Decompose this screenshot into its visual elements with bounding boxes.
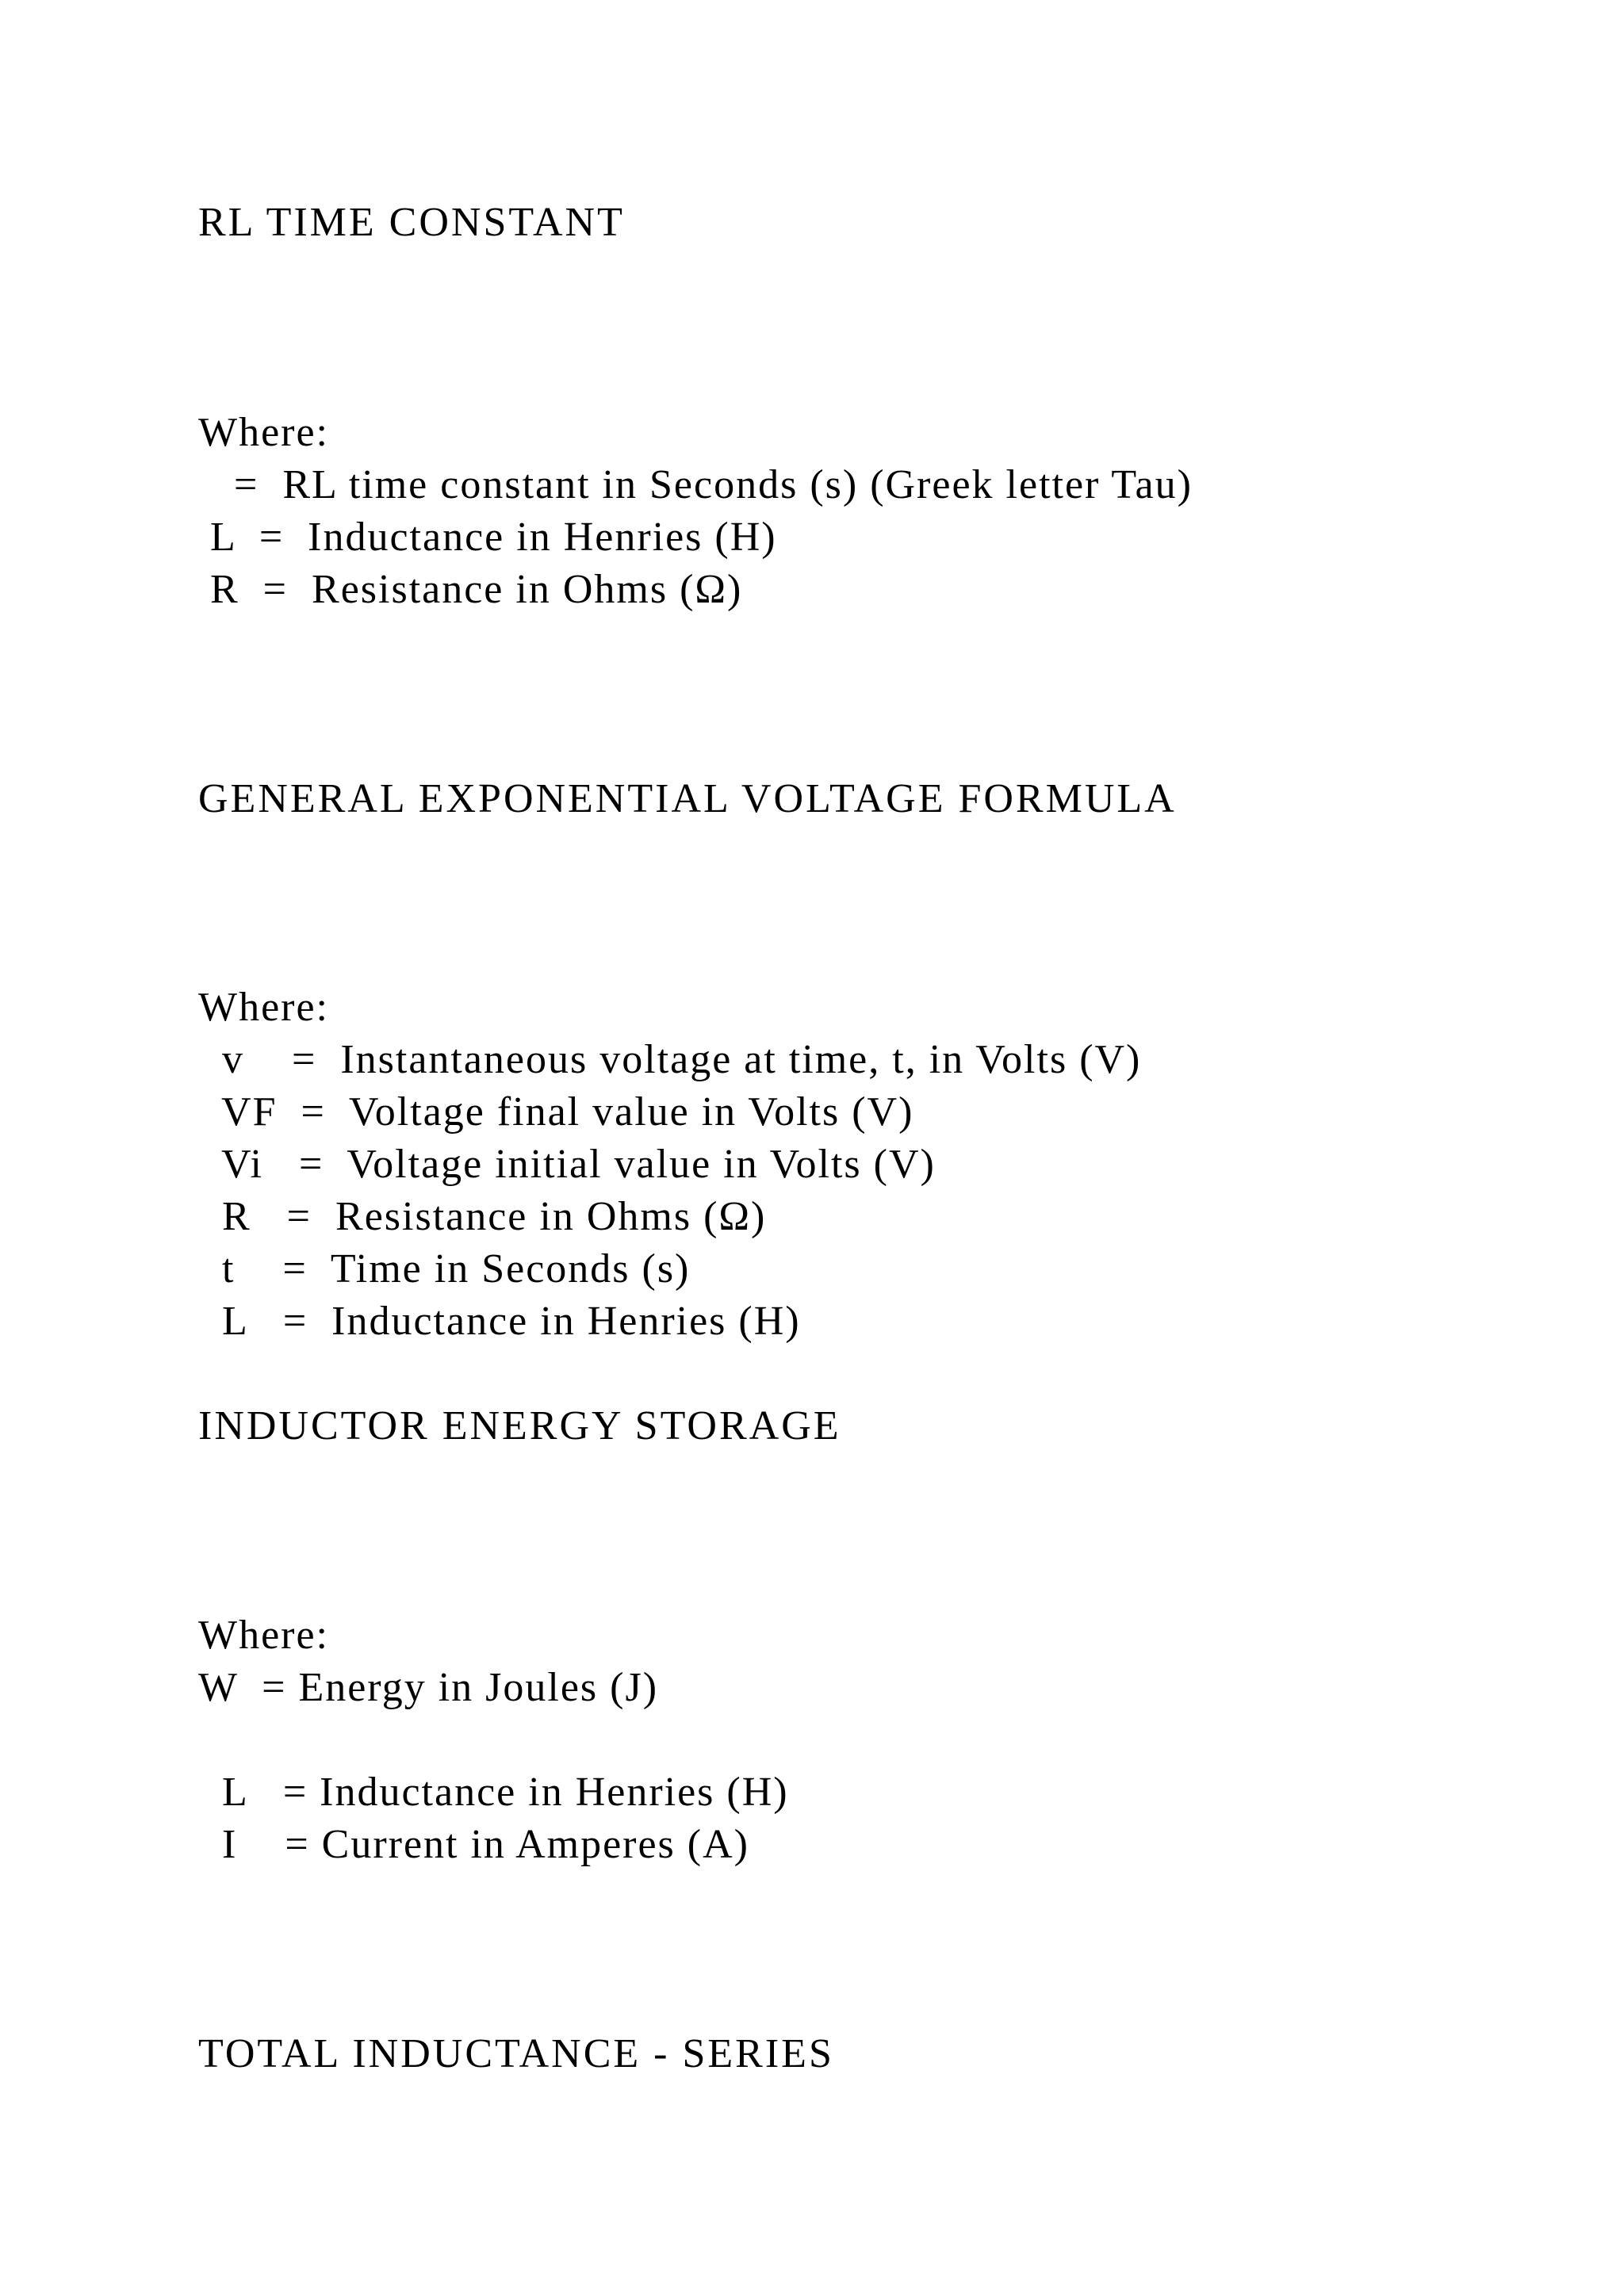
definition-l: L = Inductance in Henries (H) <box>198 1770 789 1815</box>
where-label: Where: <box>198 985 330 1030</box>
definition-t: t = Time in Seconds (s) <box>198 1246 691 1292</box>
definition-r: R = Resistance in Ohms (Ω) <box>198 567 743 612</box>
section-heading-total-inductance-series: TOTAL INDUCTANCE - SERIES <box>198 2031 834 2076</box>
definition-tau: = RL time constant in Seconds (s) (Greek letter Tau) <box>198 462 1193 507</box>
where-label: Where: <box>198 1613 330 1658</box>
where-label: Where: <box>198 410 330 455</box>
definition-w: W = Energy in Joules (J) <box>198 1665 659 1710</box>
definition-l: L = Inductance in Henries (H) <box>198 1299 801 1344</box>
section-heading-inductor-energy: INDUCTOR ENERGY STORAGE <box>198 1403 841 1448</box>
definition-r: R = Resistance in Ohms (Ω) <box>198 1194 767 1239</box>
section-heading-rl-time-constant: RL TIME CONSTANT <box>198 200 625 245</box>
definition-i: I = Current in Amperes (A) <box>198 1822 749 1867</box>
definition-v: v = Instantaneous voltage at time, t, in Volts (V) <box>198 1037 1142 1082</box>
definition-l: L = Inductance in Henries (H) <box>198 515 777 560</box>
definition-vi: Vi = Voltage initial value in Volts (V) <box>198 1142 936 1187</box>
definition-vf: VF = Voltage final value in Volts (V) <box>198 1089 914 1135</box>
section-heading-exponential-voltage: GENERAL EXPONENTIAL VOLTAGE FORMULA <box>198 776 1177 821</box>
